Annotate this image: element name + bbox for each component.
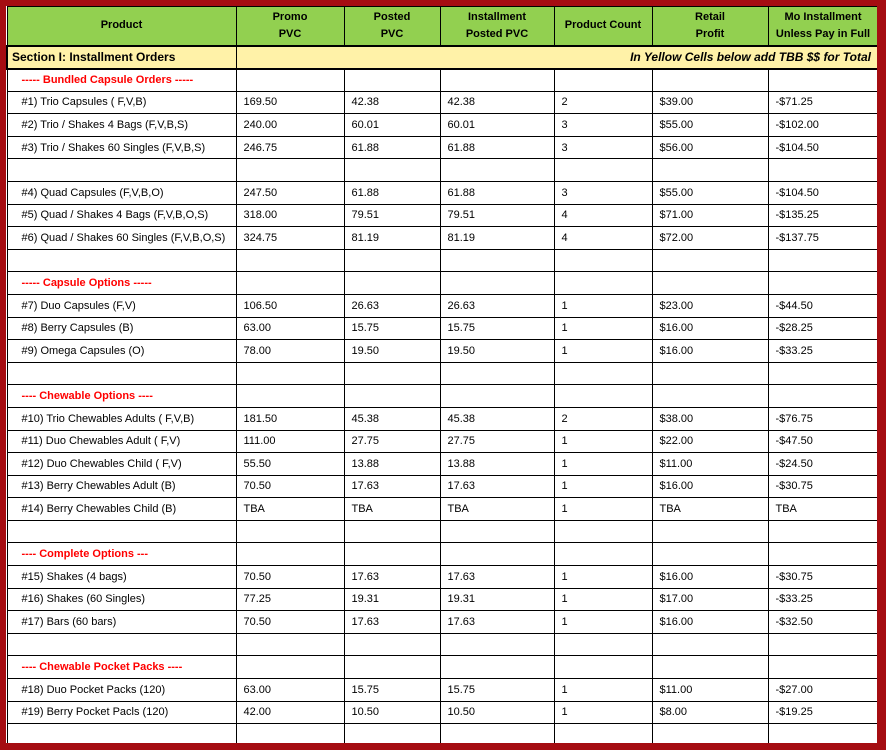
retail-profit-cell[interactable]: TBA — [652, 498, 768, 521]
promo-pvc-cell[interactable]: 181.50 — [236, 407, 344, 430]
promo-pvc-cell[interactable]: 318.00 — [236, 204, 344, 227]
retail-profit-cell[interactable]: $56.00 — [652, 136, 768, 159]
installment-orders-table — [6, 6, 877, 743]
installment-posted-pvc-cell[interactable]: TBA — [440, 498, 554, 521]
mo-installment-cell[interactable]: -$24.50 — [768, 453, 877, 476]
promo-pvc-cell[interactable]: 42.00 — [236, 701, 344, 724]
posted-pvc-cell[interactable]: 26.63 — [344, 294, 440, 317]
mo-installment-cell[interactable]: -$104.50 — [768, 136, 877, 159]
product-cell[interactable]: #4) Quad Capsules (F,V,B,O) — [7, 181, 236, 204]
empty-cell[interactable] — [652, 159, 768, 182]
product-cell[interactable]: #14) Berry Chewables Child (B) — [7, 498, 236, 521]
empty-cell[interactable] — [554, 633, 652, 656]
empty-cell[interactable] — [440, 249, 554, 272]
blank-row — [7, 633, 877, 656]
empty-cell[interactable] — [440, 543, 554, 566]
retail-profit-cell[interactable]: $11.00 — [652, 679, 768, 702]
promo-pvc-cell[interactable]: 70.50 — [236, 611, 344, 634]
table-row — [7, 566, 877, 589]
posted-pvc-cell[interactable]: 61.88 — [344, 181, 440, 204]
empty-cell[interactable] — [652, 724, 768, 743]
empty-cell[interactable] — [768, 385, 877, 408]
mo-installment-cell[interactable]: -$33.25 — [768, 340, 877, 363]
mo-installment-cell[interactable]: -$27.00 — [768, 679, 877, 702]
empty-cell[interactable] — [554, 385, 652, 408]
product-count-cell[interactable]: 1 — [554, 566, 652, 589]
empty-cell[interactable] — [440, 272, 554, 295]
installment-posted-pvc-cell[interactable]: 81.19 — [440, 227, 554, 250]
group-title-cell[interactable]: ----- Capsule Options ----- — [7, 272, 236, 295]
table-row — [7, 407, 877, 430]
empty-cell[interactable] — [554, 724, 652, 743]
retail-profit-cell[interactable]: $22.00 — [652, 430, 768, 453]
empty-cell[interactable] — [554, 362, 652, 385]
table-row — [7, 317, 877, 340]
table-row — [7, 340, 877, 363]
table-row — [7, 114, 877, 137]
empty-cell[interactable] — [236, 69, 344, 92]
empty-cell[interactable] — [440, 633, 554, 656]
empty-cell[interactable] — [344, 724, 440, 743]
posted-pvc-cell[interactable]: 61.88 — [344, 136, 440, 159]
product-count-cell[interactable]: 3 — [554, 136, 652, 159]
empty-cell[interactable] — [554, 159, 652, 182]
empty-cell[interactable] — [344, 633, 440, 656]
empty-cell[interactable] — [236, 159, 344, 182]
empty-cell[interactable] — [344, 69, 440, 92]
promo-pvc-cell[interactable]: 324.75 — [236, 227, 344, 250]
product-count-cell[interactable]: 3 — [554, 181, 652, 204]
promo-pvc-cell[interactable]: 63.00 — [236, 317, 344, 340]
empty-cell[interactable] — [652, 656, 768, 679]
empty-cell[interactable] — [768, 633, 877, 656]
retail-profit-cell[interactable]: $11.00 — [652, 453, 768, 476]
blank-row — [7, 362, 877, 385]
empty-cell[interactable] — [554, 520, 652, 543]
product-cell[interactable]: #2) Trio / Shakes 4 Bags (F,V,B,S) — [7, 114, 236, 137]
empty-cell[interactable] — [236, 633, 344, 656]
mo-installment-cell[interactable]: -$137.75 — [768, 227, 877, 250]
header-mo-installment[interactable]: Mo Installment Unless Pay in Full — [768, 7, 877, 46]
installment-posted-pvc-cell[interactable]: 17.63 — [440, 475, 554, 498]
section-title[interactable]: Section I: Installment Orders — [7, 46, 236, 69]
posted-pvc-cell[interactable]: TBA — [344, 498, 440, 521]
retail-profit-cell[interactable]: $16.00 — [652, 611, 768, 634]
installment-posted-pvc-cell[interactable]: 45.38 — [440, 407, 554, 430]
empty-cell[interactable] — [344, 272, 440, 295]
product-cell[interactable]: #9) Omega Capsules (O) — [7, 340, 236, 363]
installment-posted-pvc-cell[interactable]: 26.63 — [440, 294, 554, 317]
empty-cell[interactable] — [7, 362, 236, 385]
installment-posted-pvc-cell[interactable]: 13.88 — [440, 453, 554, 476]
empty-cell[interactable] — [7, 724, 236, 743]
product-cell[interactable]: #3) Trio / Shakes 60 Singles (F,V,B,S) — [7, 136, 236, 159]
group-header-row — [7, 272, 877, 295]
product-cell[interactable]: #16) Shakes (60 Singles) — [7, 588, 236, 611]
empty-cell[interactable] — [652, 633, 768, 656]
posted-pvc-cell[interactable]: 19.31 — [344, 588, 440, 611]
empty-cell[interactable] — [236, 272, 344, 295]
table-row — [7, 588, 877, 611]
product-count-cell[interactable]: 1 — [554, 317, 652, 340]
table-row — [7, 701, 877, 724]
promo-pvc-cell[interactable]: 169.50 — [236, 91, 344, 114]
empty-cell[interactable] — [440, 385, 554, 408]
product-count-cell[interactable]: 4 — [554, 227, 652, 250]
group-title-cell[interactable]: ---- Chewable Options ---- — [7, 385, 236, 408]
empty-cell[interactable] — [344, 656, 440, 679]
product-cell[interactable]: #19) Berry Pocket Pacls (120) — [7, 701, 236, 724]
empty-cell[interactable] — [652, 249, 768, 272]
empty-cell[interactable] — [344, 362, 440, 385]
empty-cell[interactable] — [554, 543, 652, 566]
retail-profit-cell[interactable]: $71.00 — [652, 204, 768, 227]
header-product[interactable]: Product — [7, 7, 236, 46]
product-count-cell[interactable]: 1 — [554, 340, 652, 363]
mo-installment-cell[interactable]: -$33.25 — [768, 588, 877, 611]
product-cell[interactable]: #13) Berry Chewables Adult (B) — [7, 475, 236, 498]
empty-cell[interactable] — [236, 520, 344, 543]
group-header-row — [7, 69, 877, 92]
installment-posted-pvc-cell[interactable]: 15.75 — [440, 317, 554, 340]
promo-pvc-cell[interactable]: 63.00 — [236, 679, 344, 702]
retail-profit-cell[interactable]: $23.00 — [652, 294, 768, 317]
product-cell[interactable]: #1) Trio Capsules ( F,V,B) — [7, 91, 236, 114]
group-title-cell[interactable]: ---- Chewable Pocket Packs ---- — [7, 656, 236, 679]
retail-profit-cell[interactable]: $17.00 — [652, 588, 768, 611]
empty-cell[interactable] — [768, 362, 877, 385]
product-count-cell[interactable]: 1 — [554, 498, 652, 521]
table-row — [7, 475, 877, 498]
blank-row — [7, 159, 877, 182]
retail-profit-cell[interactable]: $16.00 — [652, 340, 768, 363]
posted-pvc-cell[interactable]: 60.01 — [344, 114, 440, 137]
product-cell[interactable]: #18) Duo Pocket Packs (120) — [7, 679, 236, 702]
product-count-cell[interactable]: 2 — [554, 91, 652, 114]
retail-profit-cell[interactable]: $16.00 — [652, 566, 768, 589]
empty-cell[interactable] — [768, 249, 877, 272]
empty-cell[interactable] — [236, 362, 344, 385]
installment-posted-pvc-cell[interactable]: 19.31 — [440, 588, 554, 611]
installment-posted-pvc-cell[interactable]: 17.63 — [440, 566, 554, 589]
retail-profit-cell[interactable]: $55.00 — [652, 181, 768, 204]
empty-cell[interactable] — [344, 543, 440, 566]
table-row — [7, 611, 877, 634]
installment-posted-pvc-cell[interactable]: 10.50 — [440, 701, 554, 724]
blank-row — [7, 724, 877, 743]
table-row — [7, 136, 877, 159]
empty-cell[interactable] — [236, 385, 344, 408]
empty-cell[interactable] — [7, 520, 236, 543]
product-cell[interactable]: #15) Shakes (4 bags) — [7, 566, 236, 589]
group-title-cell[interactable]: ---- Complete Options --- — [7, 543, 236, 566]
group-header-row — [7, 543, 877, 566]
product-count-cell[interactable]: 1 — [554, 453, 652, 476]
empty-cell[interactable] — [440, 69, 554, 92]
empty-cell[interactable] — [344, 520, 440, 543]
empty-cell[interactable] — [768, 69, 877, 92]
product-cell[interactable]: #8) Berry Capsules (B) — [7, 317, 236, 340]
empty-cell[interactable] — [440, 520, 554, 543]
empty-cell[interactable] — [7, 159, 236, 182]
empty-cell[interactable] — [7, 249, 236, 272]
promo-pvc-cell[interactable]: 106.50 — [236, 294, 344, 317]
group-header-row — [7, 656, 877, 679]
empty-cell[interactable] — [440, 656, 554, 679]
posted-pvc-cell[interactable]: 45.38 — [344, 407, 440, 430]
installment-posted-pvc-cell[interactable]: 15.75 — [440, 679, 554, 702]
product-count-cell[interactable]: 1 — [554, 294, 652, 317]
empty-cell[interactable] — [554, 69, 652, 92]
retail-profit-cell[interactable]: $38.00 — [652, 407, 768, 430]
product-count-cell[interactable]: 2 — [554, 407, 652, 430]
mo-installment-cell[interactable]: TBA — [768, 498, 877, 521]
promo-pvc-cell[interactable]: 70.50 — [236, 566, 344, 589]
posted-pvc-cell[interactable]: 42.38 — [344, 91, 440, 114]
mo-installment-cell[interactable]: -$47.50 — [768, 430, 877, 453]
table-row — [7, 181, 877, 204]
table-row — [7, 204, 877, 227]
header-posted-pvc[interactable]: Posted PVC — [344, 7, 440, 46]
table-row — [7, 679, 877, 702]
posted-pvc-cell[interactable]: 17.63 — [344, 475, 440, 498]
mo-installment-cell[interactable]: -$44.50 — [768, 294, 877, 317]
empty-cell[interactable] — [344, 159, 440, 182]
table-row — [7, 430, 877, 453]
mo-installment-cell[interactable]: -$104.50 — [768, 181, 877, 204]
header-row — [7, 7, 877, 46]
empty-cell[interactable] — [236, 656, 344, 679]
installment-posted-pvc-cell[interactable]: 61.88 — [440, 136, 554, 159]
retail-profit-cell[interactable]: $16.00 — [652, 317, 768, 340]
empty-cell[interactable] — [344, 385, 440, 408]
mo-installment-cell[interactable]: -$30.75 — [768, 475, 877, 498]
retail-profit-cell[interactable]: $55.00 — [652, 114, 768, 137]
product-cell[interactable]: #11) Duo Chewables Adult ( F,V) — [7, 430, 236, 453]
group-title-cell[interactable]: ----- Bundled Capsule Orders ----- — [7, 69, 236, 92]
installment-posted-pvc-cell[interactable]: 19.50 — [440, 340, 554, 363]
product-count-cell[interactable]: 4 — [554, 204, 652, 227]
installment-posted-pvc-cell[interactable]: 61.88 — [440, 181, 554, 204]
posted-pvc-cell[interactable]: 79.51 — [344, 204, 440, 227]
mo-installment-cell[interactable]: -$76.75 — [768, 407, 877, 430]
empty-cell[interactable] — [768, 520, 877, 543]
header-product-count[interactable]: Product Count — [554, 7, 652, 46]
table-row — [7, 498, 877, 521]
retail-profit-cell[interactable]: $39.00 — [652, 91, 768, 114]
promo-pvc-cell[interactable]: 240.00 — [236, 114, 344, 137]
promo-pvc-cell[interactable]: 55.50 — [236, 453, 344, 476]
product-count-cell[interactable]: 1 — [554, 679, 652, 702]
empty-cell[interactable] — [440, 159, 554, 182]
blank-row — [7, 249, 877, 272]
posted-pvc-cell[interactable]: 19.50 — [344, 340, 440, 363]
empty-cell[interactable] — [768, 272, 877, 295]
empty-cell[interactable] — [768, 724, 877, 743]
empty-cell[interactable] — [236, 543, 344, 566]
promo-pvc-cell[interactable]: 77.25 — [236, 588, 344, 611]
section-note[interactable]: In Yellow Cells below add TBB $$ for Total — [236, 46, 877, 69]
posted-pvc-cell[interactable]: 17.63 — [344, 611, 440, 634]
empty-cell[interactable] — [440, 724, 554, 743]
empty-cell[interactable] — [554, 272, 652, 295]
empty-cell[interactable] — [554, 656, 652, 679]
product-count-cell[interactable]: 1 — [554, 611, 652, 634]
installment-posted-pvc-cell[interactable]: 27.75 — [440, 430, 554, 453]
posted-pvc-cell[interactable]: 13.88 — [344, 453, 440, 476]
empty-cell[interactable] — [344, 249, 440, 272]
empty-cell[interactable] — [554, 249, 652, 272]
table-row — [7, 227, 877, 250]
table-row — [7, 294, 877, 317]
empty-cell[interactable] — [768, 543, 877, 566]
promo-pvc-cell[interactable]: 70.50 — [236, 475, 344, 498]
empty-cell[interactable] — [236, 724, 344, 743]
promo-pvc-cell[interactable]: 246.75 — [236, 136, 344, 159]
promo-pvc-cell[interactable]: 247.50 — [236, 181, 344, 204]
installment-posted-pvc-cell[interactable]: 17.63 — [440, 611, 554, 634]
installment-posted-pvc-cell[interactable]: 42.38 — [440, 91, 554, 114]
mo-installment-cell[interactable]: -$102.00 — [768, 114, 877, 137]
posted-pvc-cell[interactable]: 10.50 — [344, 701, 440, 724]
empty-cell[interactable] — [7, 633, 236, 656]
mo-installment-cell[interactable]: -$30.75 — [768, 566, 877, 589]
posted-pvc-cell[interactable]: 15.75 — [344, 679, 440, 702]
empty-cell[interactable] — [652, 543, 768, 566]
product-count-cell[interactable]: 1 — [554, 588, 652, 611]
header-promo-pvc[interactable]: Promo PVC — [236, 7, 344, 46]
empty-cell[interactable] — [652, 520, 768, 543]
mo-installment-cell[interactable]: -$32.50 — [768, 611, 877, 634]
empty-cell[interactable] — [768, 159, 877, 182]
header-installment-posted-pvc[interactable]: Installment Posted PVC — [440, 7, 554, 46]
retail-profit-cell[interactable]: $72.00 — [652, 227, 768, 250]
empty-cell[interactable] — [652, 362, 768, 385]
product-cell[interactable]: #17) Bars (60 bars) — [7, 611, 236, 634]
promo-pvc-cell[interactable]: TBA — [236, 498, 344, 521]
product-cell[interactable]: #5) Quad / Shakes 4 Bags (F,V,B,O,S) — [7, 204, 236, 227]
product-cell[interactable]: #10) Trio Chewables Adults ( F,V,B) — [7, 407, 236, 430]
posted-pvc-cell[interactable]: 15.75 — [344, 317, 440, 340]
posted-pvc-cell[interactable]: 81.19 — [344, 227, 440, 250]
posted-pvc-cell[interactable]: 27.75 — [344, 430, 440, 453]
promo-pvc-cell[interactable]: 78.00 — [236, 340, 344, 363]
mo-installment-cell[interactable]: -$19.25 — [768, 701, 877, 724]
installment-posted-pvc-cell[interactable]: 79.51 — [440, 204, 554, 227]
product-cell[interactable]: #7) Duo Capsules (F,V) — [7, 294, 236, 317]
empty-cell[interactable] — [652, 385, 768, 408]
product-count-cell[interactable]: 1 — [554, 475, 652, 498]
product-count-cell[interactable]: 1 — [554, 701, 652, 724]
header-retail-profit[interactable]: Retail Profit — [652, 7, 768, 46]
blank-row — [7, 520, 877, 543]
product-count-cell[interactable]: 3 — [554, 114, 652, 137]
empty-cell[interactable] — [236, 249, 344, 272]
group-header-row — [7, 385, 877, 408]
spreadsheet — [6, 6, 877, 743]
product-count-cell[interactable]: 1 — [554, 430, 652, 453]
retail-profit-cell[interactable]: $8.00 — [652, 701, 768, 724]
empty-cell[interactable] — [652, 272, 768, 295]
mo-installment-cell[interactable]: -$28.25 — [768, 317, 877, 340]
promo-pvc-cell[interactable]: 111.00 — [236, 430, 344, 453]
table-row — [7, 91, 877, 114]
mo-installment-cell[interactable]: -$135.25 — [768, 204, 877, 227]
product-cell[interactable]: #12) Duo Chewables Child ( F,V) — [7, 453, 236, 476]
product-cell[interactable]: #6) Quad / Shakes 60 Singles (F,V,B,O,S) — [7, 227, 236, 250]
installment-posted-pvc-cell[interactable]: 60.01 — [440, 114, 554, 137]
table-row — [7, 453, 877, 476]
empty-cell[interactable] — [440, 362, 554, 385]
retail-profit-cell[interactable]: $16.00 — [652, 475, 768, 498]
mo-installment-cell[interactable]: -$71.25 — [768, 91, 877, 114]
section-row — [7, 46, 877, 69]
posted-pvc-cell[interactable]: 17.63 — [344, 566, 440, 589]
empty-cell[interactable] — [652, 69, 768, 92]
empty-cell[interactable] — [768, 656, 877, 679]
